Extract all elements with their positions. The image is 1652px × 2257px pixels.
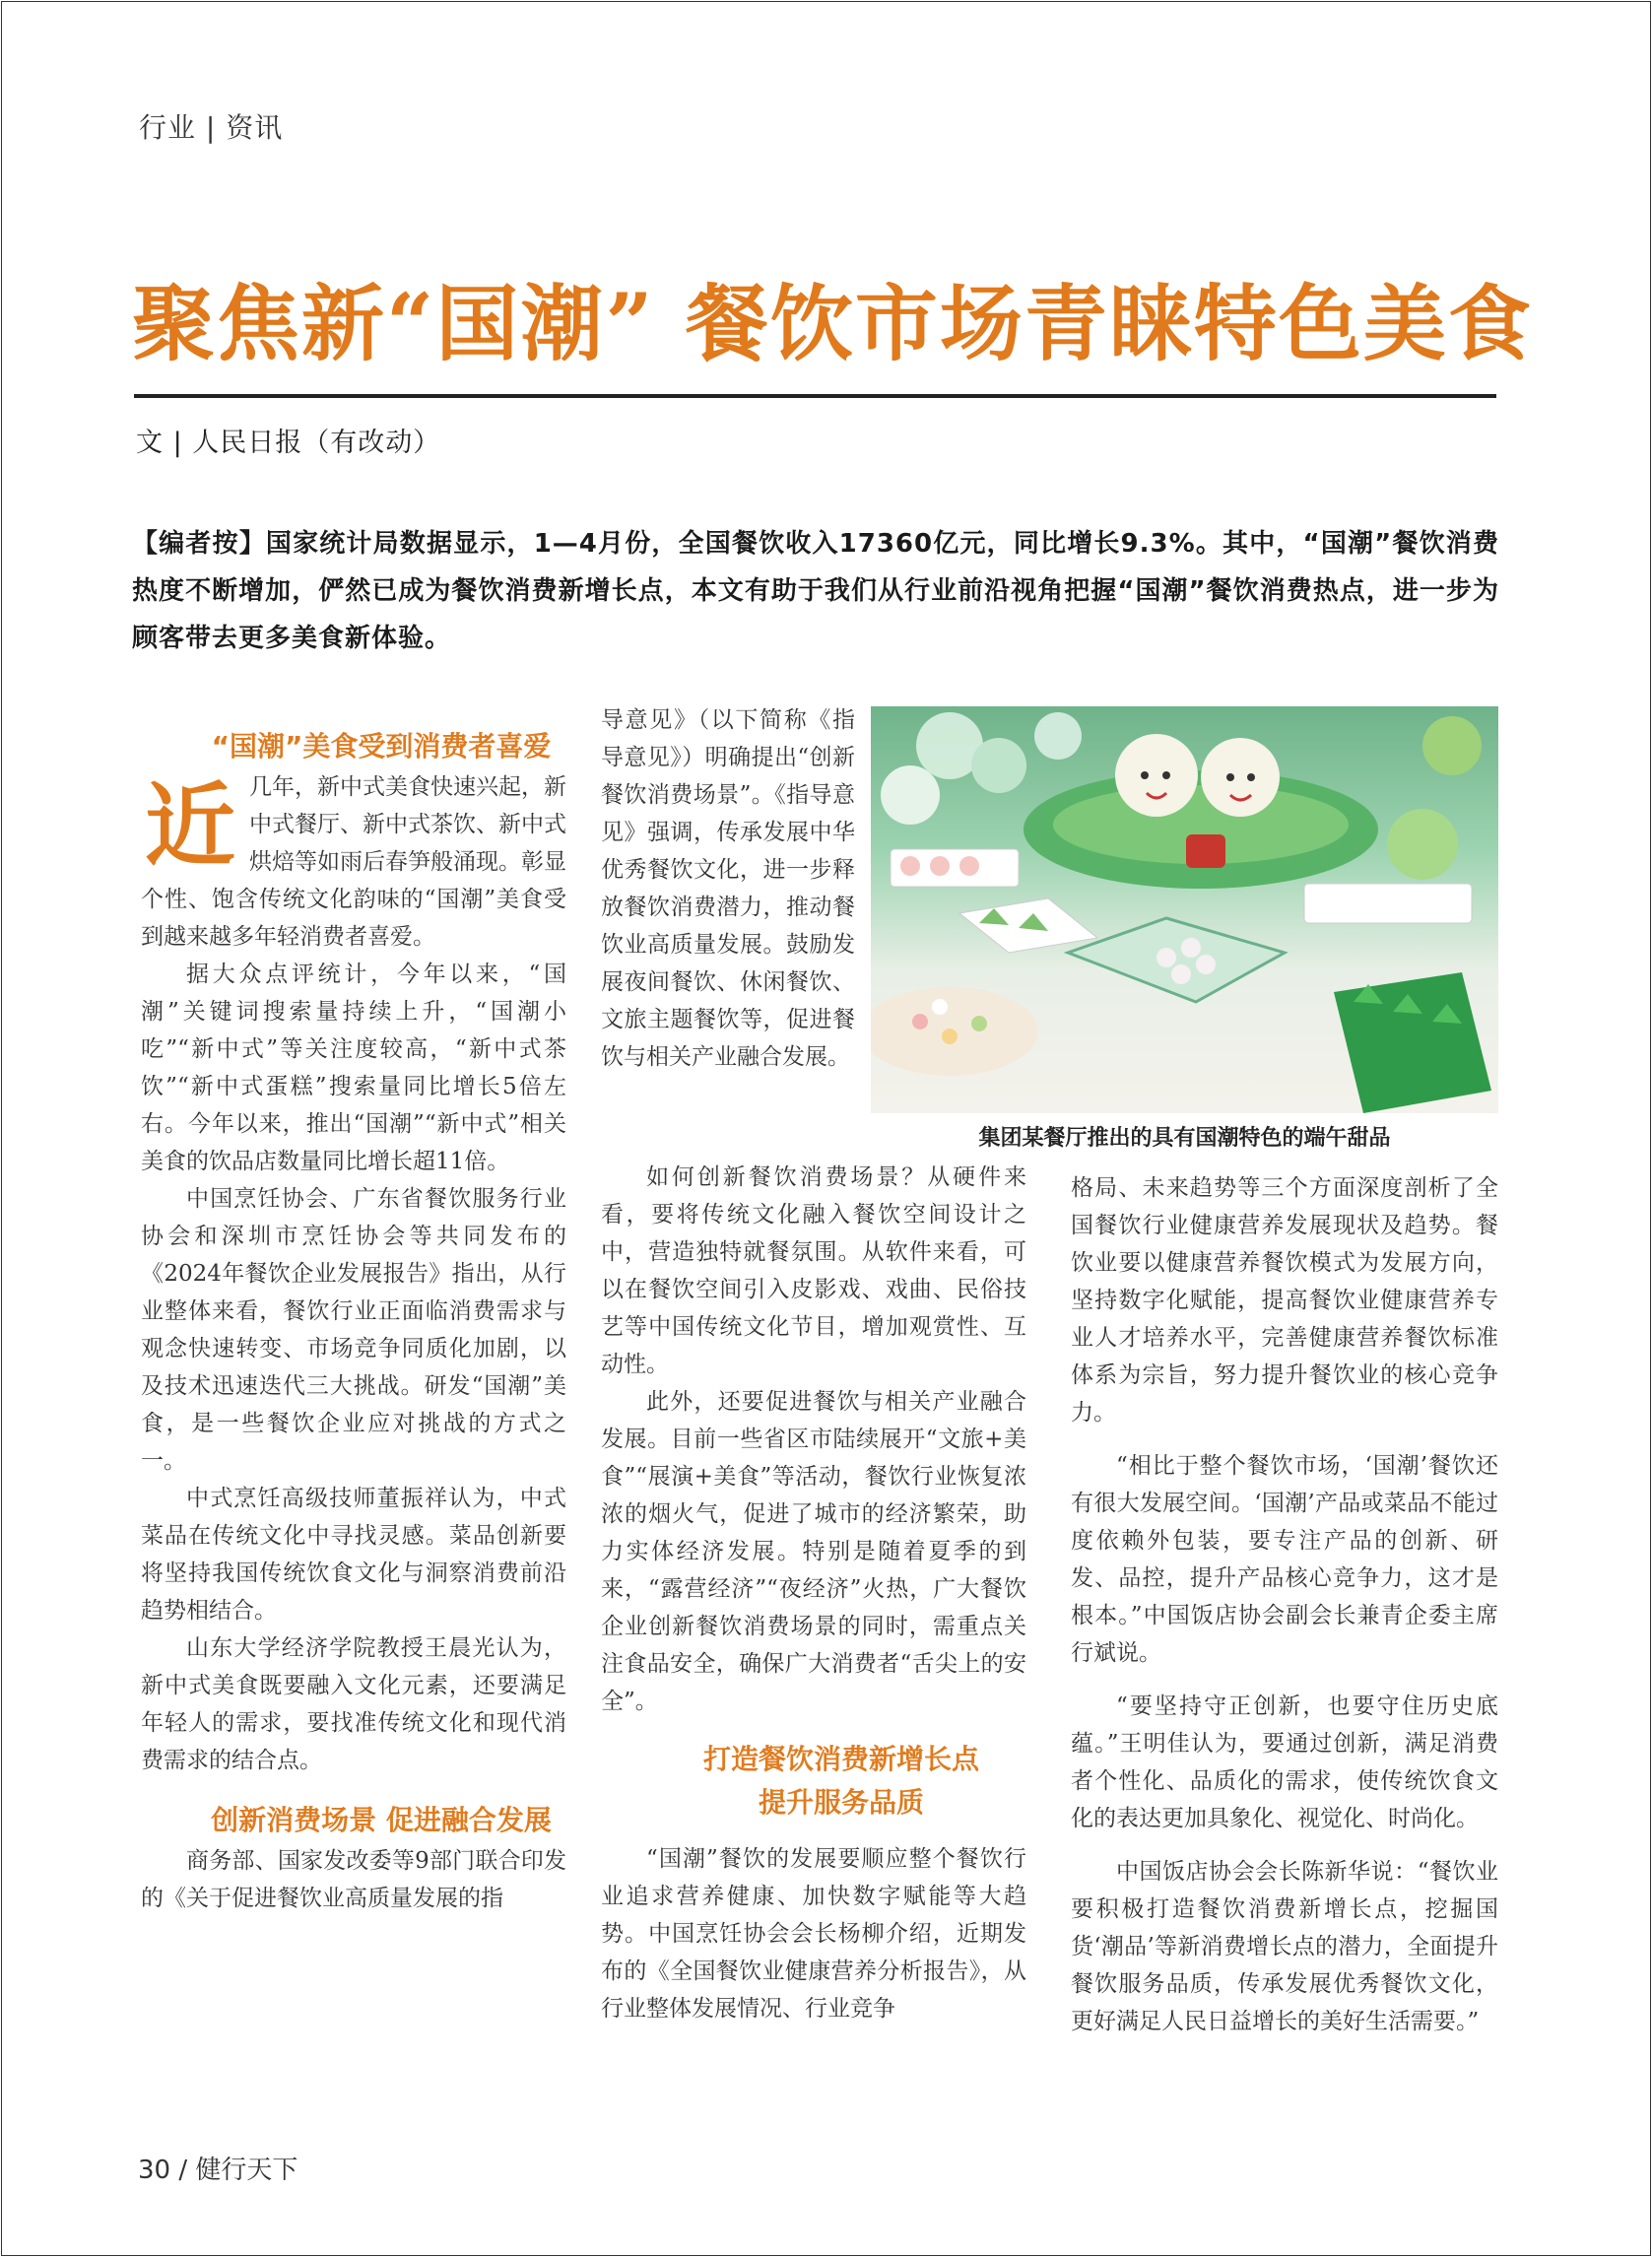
column-2 [601,1159,1026,2027]
subheading-1: “国潮”美食受到消费者喜爱 [211,730,552,763]
paragraph: 中国饭店协会会长陈新华说：“餐饮业要积极打造餐饮消费新增长点，挖掘国货‘潮品’等新消费增长点的潜力，全面提升餐饮服务品质，传承发展优秀餐饮文化，更好满足人民日益增长的美好生活需要。” [1071,1859,1498,2034]
paragraph: “要坚持守正创新，也要守住历史底蕴。”王明佳认为，要通过创新，满足消费者个性化、品质化的需求，使传统饮食文化的表达更加具象化、视觉化、时尚化。 [1071,1693,1498,1831]
paragraph: “国潮”餐饮的发展要顺应整个餐饮行业追求营养健康、加快数字赋能等大趋势。中国烹饪协会会长杨柳介绍，近期发布的《全国餐饮业健康营养分析报告》，从行业整体发展情况、行业竞争 [601,1846,1026,2022]
dessert-photo [871,706,1498,1113]
editor-note: 【编者按】国家统计局数据显示，1—4月份，全国餐饮收入17360亿元，同比增长9.3%。其中，“国潮”餐饮消费热度不断增加，俨然已成为餐饮消费新增长点，本文有助于我们从行业前沿视角把握“国潮”餐饮消费热点，进一步为顾客带去更多美食新体验。 [132,529,1499,653]
paragraph: “相比于整个餐饮市场，‘国潮’餐饮还有很大发展空间。‘国潮’产品或菜品不能过度依赖外包装，要专注产品的创新、研发、品控，提升产品核心竞争力，这才是根本。”中国饭店协会副会长兼青企委主席行斌说。 [1071,1453,1498,1666]
column-3 [1071,1169,1498,2040]
subheading-3b: 提升服务品质 [758,1786,924,1819]
section-tag: 行业 | 资讯 [139,111,284,144]
photo-caption: 集团某餐厅推出的具有国潮特色的端午甜品 [978,1126,1391,1151]
drop-cap: 近 [144,772,235,879]
paragraph [141,768,566,956]
paragraph: 中式烹饪高级技师董振祥认为，中式菜品在传统文化中寻找灵感。菜品创新要将坚持我国传统饮食文化与洞察消费前沿趋势相结合。 [141,1486,566,1624]
subheading-2: 创新消费场景 促进融合发展 [211,1804,552,1836]
paragraph-text: 几年，新中式美食快速兴起，新中式餐厅、新中式茶饮、新中式烘焙等如雨后春笋般涌现。彰显个性、饱含传统文化韵味的“国潮”美食受到越来越多年轻消费者喜爱。 [141,774,566,950]
column-1 [141,725,566,1917]
paragraph: 如何创新餐饮消费场景？从硬件来看，要将传统文化融入餐饮空间设计之中，营造独特就餐氛围。从软件来看，可以在餐饮空间引入皮影戏、戏曲、民俗技艺等中国传统文化节目，增加观赏性、互动性。 [601,1164,1026,1377]
paragraph: 据大众点评统计，今年以来，“国潮”关键词搜索量持续上升，“国潮小吃”“新中式”等关注度较高，“新中式茶饮”“新中式蛋糕”搜索量同比增长5倍左右。今年以来，推出“国潮”“新中式”相关美食的饮品店数量同比增长超11倍。 [141,962,566,1174]
title-divider [134,394,1496,398]
paragraph: 此外，还要促进餐饮与相关产业融合发展。目前一些省区市陆续展开“文旅+美食”“展演+美食”等活动，餐饮行业恢复浓浓的烟火气，促进了城市的经济繁荣，助力实体经济发展。特别是随着夏季的到来，“露营经济”“夜经济”火热，广大餐饮企业创新餐饮消费场景的同时，需重点关注食品安全，确保广大消费者“舌尖上的安全”。 [601,1389,1026,1714]
page-footer: 30 / 健行天下 [138,2156,298,2185]
article-title: 聚焦新“国潮” 餐饮市场青睐特色美食 [132,275,1533,372]
dessert-photo-illustration [871,706,1498,1113]
column-2-top [601,701,855,1076]
paragraph: 导意见》（以下简称《指导意见》）明确提出“创新餐饮消费场景”。《指导意见》强调，传承发展中华优秀餐饮文化，进一步释放餐饮消费潜力，推动餐饮业高质量发展。鼓励发展夜间餐饮、休闲餐饮、文旅主题餐饮等，促进餐饮与相关产业融合发展。 [601,707,855,1070]
subheading-3a: 打造餐饮消费新增长点 [702,1743,979,1775]
paragraph: 山东大学经济学院教授王晨光认为，新中式美食既要融入文化元素，还要满足年轻人的需求，要找准传统文化和现代消费需求的结合点。 [141,1635,566,1773]
paragraph: 格局、未来趋势等三个方面深度剖析了全国餐饮行业健康营养发展现状及趋势。餐饮业要以健康营养餐饮模式为发展方向，坚持数字化赋能，提高餐饮业健康营养专业人才培养水平，完善健康营养餐饮标准体系为宗旨，努力提升餐饮业的核心竞争力。 [1071,1175,1498,1426]
paragraph: 商务部、国家发改委等9部门联合印发的《关于促进餐饮业高质量发展的指 [141,1848,566,1911]
byline: 文 | 人民日报（有改动） [136,428,441,458]
paragraph: 中国烹饪协会、广东省餐饮服务行业协会和深圳市烹饪协会等共同发布的《2024年餐饮企业发展报告》指出，从行业整体来看，餐饮行业正面临消费需求与观念快速转变、市场竞争同质化加剧，以及技术迅速迭代三大挑战。研发“国潮”美食，是一些餐饮企业应对挑战的方式之一。 [141,1186,566,1474]
